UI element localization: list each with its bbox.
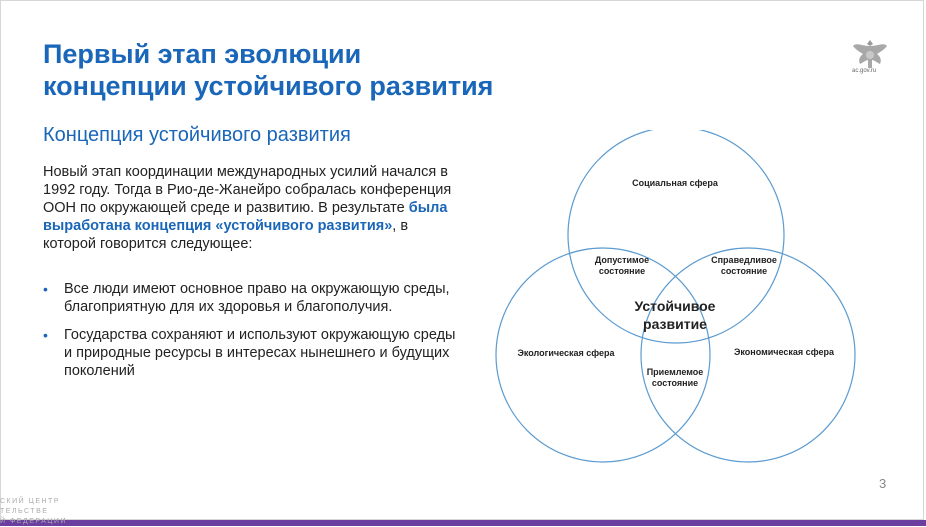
bullet-item [43, 326, 463, 380]
intro-highlight: была выработана концепция «устойчивого развития» [43, 200, 448, 234]
bullet-text: Государства сохраняют и используют окружающую среды и природные ресурсы в интересах нынешнего и будущих поколений [64, 327, 456, 379]
label-tolerable-1: Приемлемое [646, 367, 704, 377]
label-economic: Экономическая сфера [734, 347, 834, 357]
intro-text-1: Новый этап координации международных усилий начался в 1992 году. Тогда в Рио-де-Жанейро собралась конференция ООН по окружающей среде и развитию. В результате [43, 164, 452, 216]
label-acceptable-2: состояние [598, 266, 646, 276]
bullet-text: Все люди имеют основное право на окружающую среды, благоприятную для их здоровья и благополучия. [64, 281, 450, 315]
section-subtitle: Концепция устойчивого развития [43, 124, 351, 146]
intro-paragraph [43, 163, 463, 253]
bullet-item [43, 280, 463, 316]
bullet-dot-icon: • [43, 327, 48, 343]
bullet-dot-icon: • [43, 281, 48, 297]
label-center-2: развитие [643, 316, 707, 332]
label-ecological: Экологическая сфера [517, 348, 615, 358]
label-tolerable-2: состояние [651, 378, 699, 388]
label-social: Социальная сфера [632, 178, 718, 188]
label-center-1: Устойчивое [634, 298, 716, 314]
label-acceptable-1: Допустимое [594, 255, 650, 265]
title-line-1: Первый этап эволюции [43, 39, 362, 69]
intro-text-2: , в которой говорится следующее: [43, 218, 409, 252]
title-line-2: концепции устойчивого развития [43, 71, 494, 101]
venn-diagram [480, 130, 880, 470]
label-fair-2: состояние [720, 266, 768, 276]
label-fair-1: Справедливое [711, 255, 777, 265]
corner-logo-text: СКИЙ ЦЕНТР ТЕЛЬСТВЕ Й ФЕДЕРАЦИИ [0, 498, 67, 525]
bottom-strip [0, 520, 926, 526]
emblem-caption: ac.gov.ru [852, 68, 877, 74]
page-number: 3 [879, 476, 887, 491]
slide-title [43, 38, 493, 102]
bullet-list [43, 280, 463, 390]
